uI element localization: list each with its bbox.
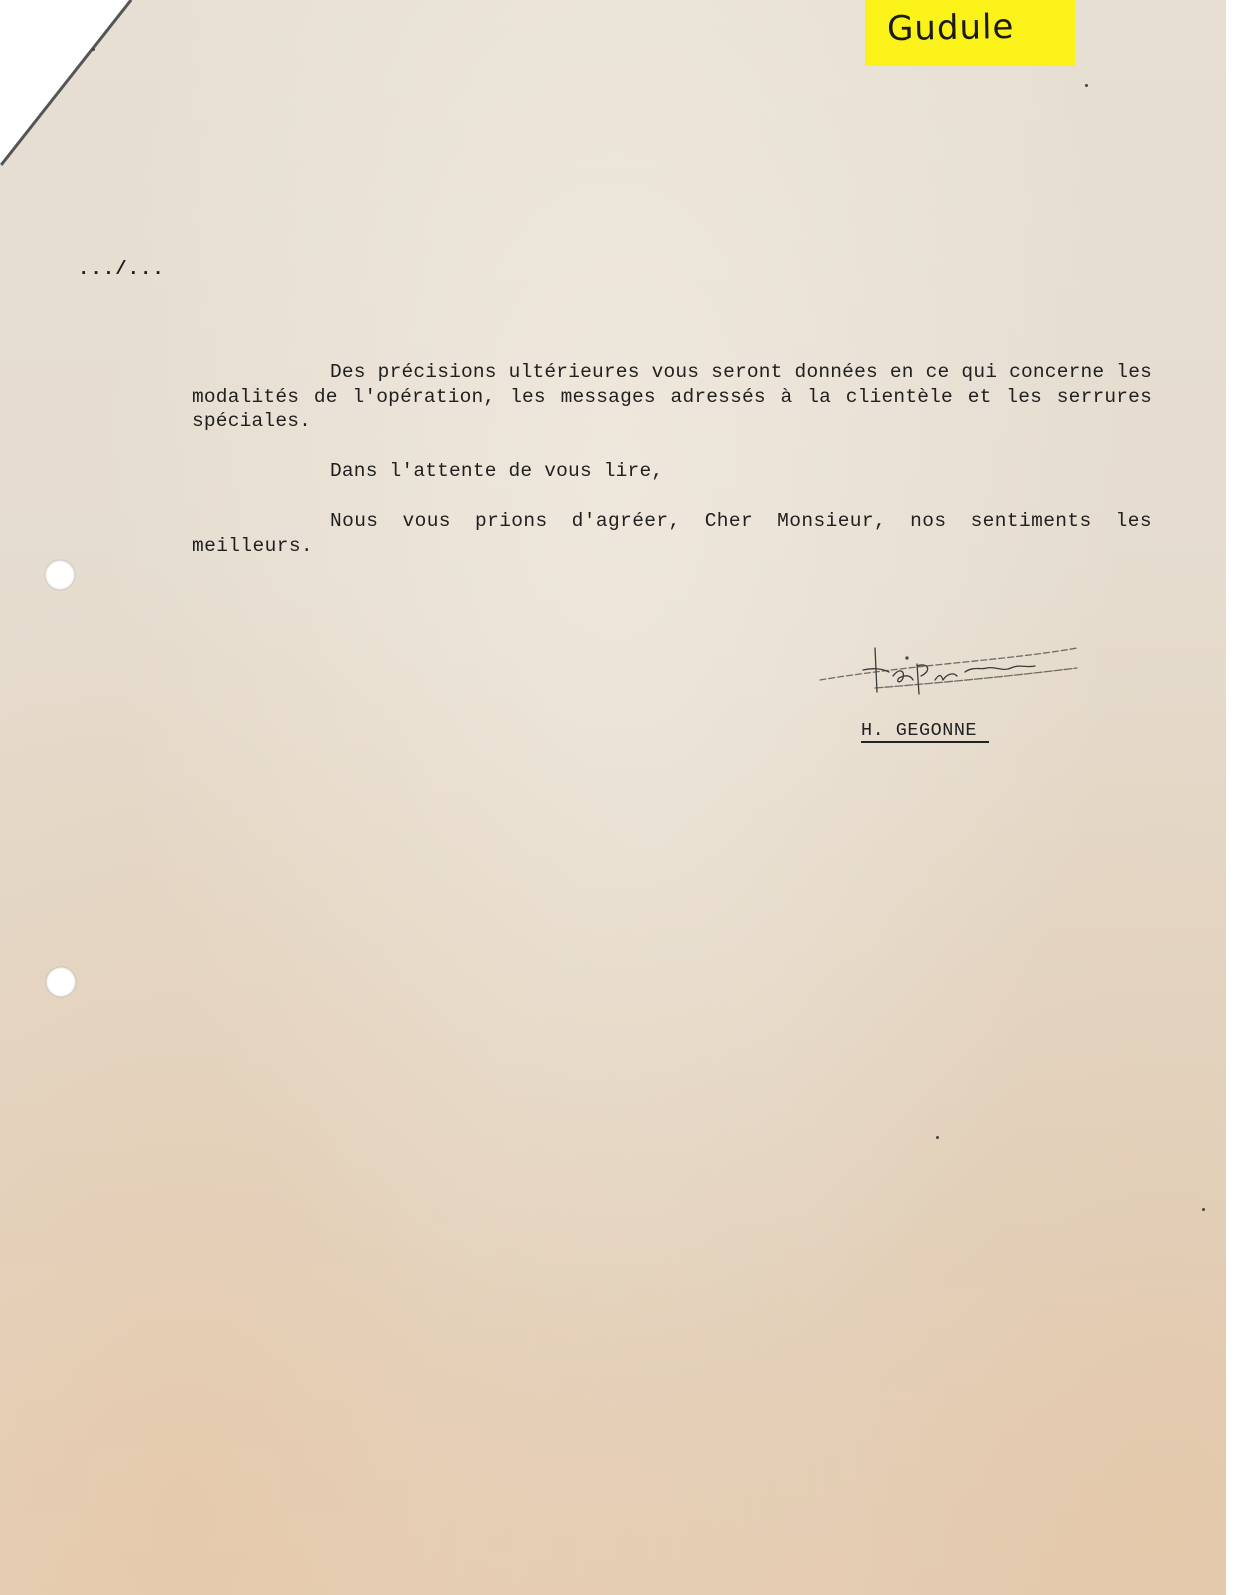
- sticky-note: [865, 0, 1075, 66]
- paper-speck: [936, 1136, 939, 1139]
- body-paragraph: Des précisions ultérieures vous seront données en ce qui concerne les modalités de l'opération, les messages adressés à la clientèle et les serrures spéciales.: [192, 361, 1152, 432]
- paper-speck: [1202, 1208, 1205, 1211]
- signer-name: H. GEGONNE: [861, 720, 989, 743]
- handwritten-signature: [815, 628, 1085, 698]
- body-paragraph: Dans l'attente de vous lire,: [330, 460, 664, 482]
- paper-speck: [92, 48, 95, 51]
- closing-paragraph: Nous vous prions d'agréer, Cher Monsieur, nos sentiments les meilleurs.: [192, 510, 1152, 557]
- sticky-note-text: Gudule: [886, 6, 1015, 50]
- punch-hole: [45, 560, 75, 590]
- punch-hole: [46, 967, 76, 997]
- page-continuation-mark: .../...: [78, 258, 165, 280]
- paper-speck: [1085, 84, 1088, 87]
